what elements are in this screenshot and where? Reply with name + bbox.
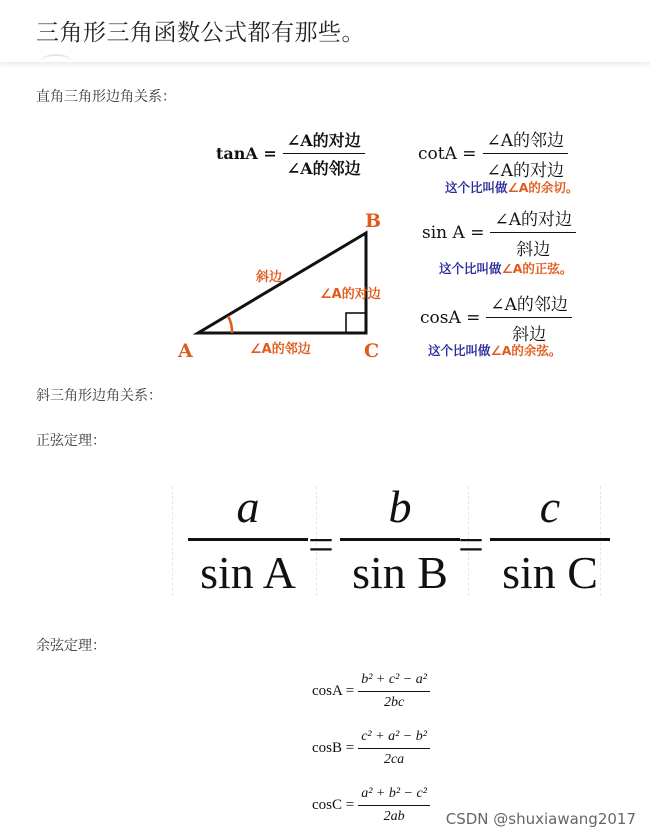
opposite-side-label: ∠A的对边 [320,287,381,302]
cot-note [445,178,578,196]
sine-law-equals-1: = [308,519,334,570]
cos-note-highlight: ∠A的余弦。 [490,343,562,358]
page-title: 三角形三角函数公式都有那些。 [36,20,365,46]
cos-numerator: ∠A的邻边 [486,290,572,318]
cosine-law-b-lhs: cosB = [312,740,355,756]
cot-denominator: ∠A的对边 [486,161,565,181]
sine-law-num-c: c [539,481,561,532]
sine-law-frac-a [188,478,308,601]
cosine-law-a-den: 2bc [383,695,405,710]
vertex-c-label: C [364,340,380,362]
vertex-b-label: B [365,210,382,232]
cos-formula [420,290,572,345]
tan-formula [216,128,365,179]
cosine-law-b-den: 2ca [383,752,405,767]
sin-denominator: 斜边 [516,240,551,260]
hypotenuse-label: 斜边 [256,270,283,285]
sine-law-formula [168,478,608,603]
tan-denominator: ∠A的邻边 [286,159,361,178]
cot-note-prefix: 这个比叫做 [445,180,508,195]
sine-law-equals-2: = [458,519,484,570]
sin-note [439,259,572,277]
cos-denominator: 斜边 [512,325,547,345]
sine-law-den-c: sin C [502,547,598,598]
section-cosine-law: 余弦定理： [36,638,106,654]
cot-formula [418,126,568,181]
cosine-law-c-num: a² + b² − c² [358,786,430,806]
sine-law-num-b: b [388,481,412,532]
watermark: CSDN @shuxiawang2017 [445,810,636,828]
cos-note [428,341,561,359]
cot-numerator: ∠A的邻边 [483,126,569,154]
cosine-law-c-den: 2ab [383,809,405,824]
section-oblique-triangle: 斜三角形边角关系： [36,388,162,404]
tan-lhs: tanA = [216,144,277,163]
right-triangle-diagram [170,205,410,370]
sine-law-frac-b [340,478,460,601]
cosine-law-a-lhs: cosA = [312,683,355,699]
avatar [40,54,72,70]
page-header [0,0,650,62]
cot-note-highlight: ∠A的余切。 [507,180,579,195]
sin-lhs: sin A = [422,222,485,243]
cosine-law-a [312,672,430,711]
right-angle-mark [346,313,366,333]
cosine-law-b [312,729,430,768]
tan-numerator: ∠A的对边 [283,128,365,154]
sine-law-num-a: a [236,481,260,532]
cosine-law-c [312,786,430,825]
angle-a-arc [228,316,232,333]
adjacent-side-label: ∠A的邻边 [250,342,311,357]
cos-note-prefix: 这个比叫做 [428,343,491,358]
section-sine-law: 正弦定理： [36,433,106,449]
sine-law-den-b: sin B [352,547,448,598]
cosine-law-c-lhs: cosC = [312,797,355,813]
cot-lhs: cotA = [418,143,477,164]
sin-note-prefix: 这个比叫做 [439,261,502,276]
sin-formula [422,205,576,260]
sine-law-den-a: sin A [200,547,296,598]
sin-numerator: ∠A的对边 [490,205,576,233]
vertex-a-label: A [178,340,193,362]
cosine-law-a-num: b² + c² − a² [358,672,430,692]
cosine-law-b-num: c² + a² − b² [358,729,430,749]
sin-note-highlight: ∠A的正弦。 [501,261,573,276]
cos-lhs: cosA = [420,307,481,328]
sine-law-frac-c [490,478,610,601]
section-right-triangle: 直角三角形边角关系： [36,89,176,105]
